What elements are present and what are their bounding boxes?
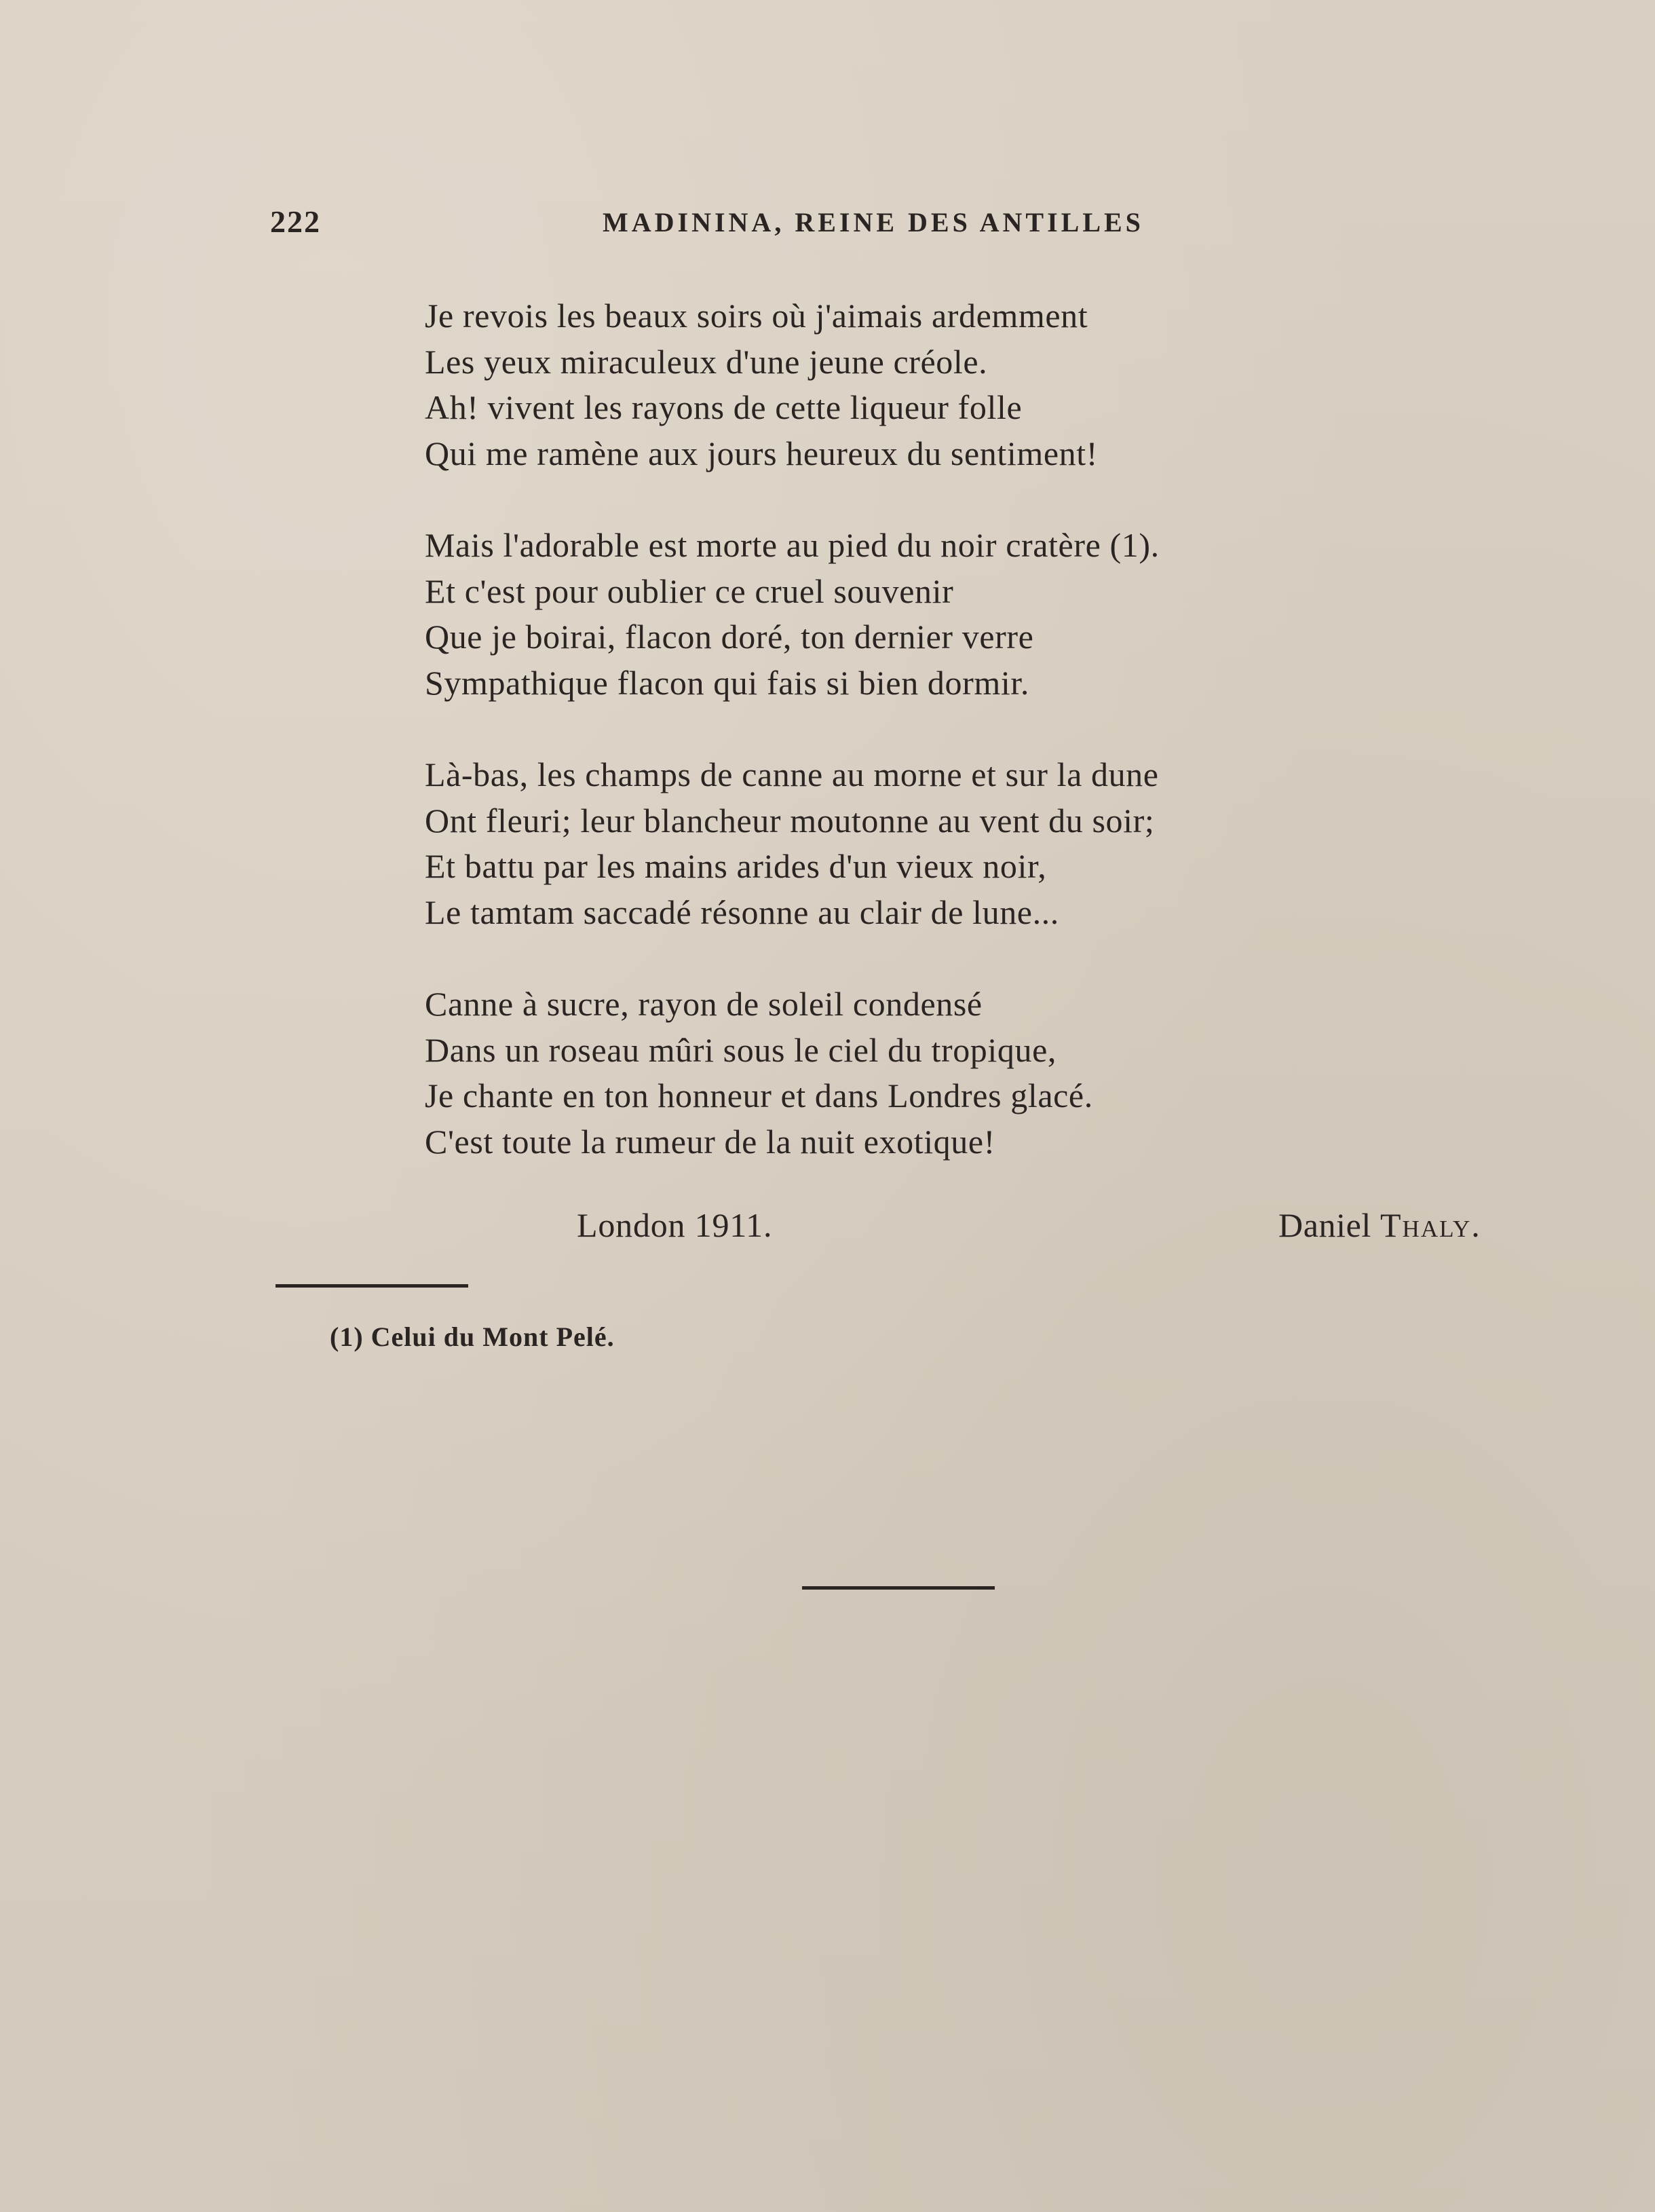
- verse-line: Et c'est pour oublier ce cruel souvenir: [425, 571, 954, 610]
- signature-author: [1278, 1205, 1481, 1245]
- running-title: MADININA, REINE DES ANTILLES: [603, 207, 1144, 238]
- verse-line: C'est toute la rumeur de la nuit exotique!: [425, 1122, 995, 1161]
- verse-line: Sympathique flacon qui fais si bien dormir.: [425, 663, 1029, 702]
- running-head: [0, 204, 1655, 251]
- footnote-divider: [275, 1284, 468, 1288]
- verse-line: Ah! vivent les rayons de cette liqueur folle: [425, 388, 1023, 426]
- stanza-3: [425, 752, 1415, 935]
- verse-line: Et battu par les mains arides d'un vieux noir,: [425, 847, 1047, 885]
- verse-line: Là-bas, les champs de canne au morne et sur la dune: [425, 755, 1159, 793]
- verse-line: Le tamtam saccadé résonne au clair de lune...: [425, 893, 1059, 931]
- verse-line: Je revois les beaux soirs où j'aimais ardemment: [425, 297, 1088, 335]
- poem: [425, 293, 1415, 1211]
- stanza-1: [425, 293, 1415, 476]
- verse-line: Ont fleuri; leur blancheur moutonne au vent du soir;: [425, 801, 1155, 840]
- verse-line: Que je boirai, flacon doré, ton dernier verre: [425, 618, 1034, 656]
- stanza-2: [425, 523, 1415, 706]
- stanza-4: [425, 981, 1415, 1165]
- end-of-section-rule: [802, 1586, 995, 1590]
- verse-line: Mais l'adorable est morte au pied du noir cratère (1).: [425, 526, 1160, 564]
- verse-line: Les yeux miraculeux d'une jeune créole.: [425, 342, 988, 381]
- author-last-name: Thaly.: [1380, 1206, 1481, 1244]
- page-number: 222: [270, 204, 321, 239]
- verse-line: Qui me ramène aux jours heureux du sentiment!: [425, 434, 1098, 472]
- signature-place-date: London 1911.: [577, 1206, 773, 1244]
- verse-line: Canne à sucre, rayon de soleil condensé: [425, 985, 983, 1023]
- author-first-name: Daniel: [1278, 1206, 1371, 1244]
- verse-line: Je chante en ton honneur et dans Londres glacé.: [425, 1076, 1093, 1114]
- verse-line: Dans un roseau mûri sous le ciel du tropique,: [425, 1030, 1057, 1069]
- footnote: (1) Celui du Mont Pelé.: [330, 1321, 615, 1352]
